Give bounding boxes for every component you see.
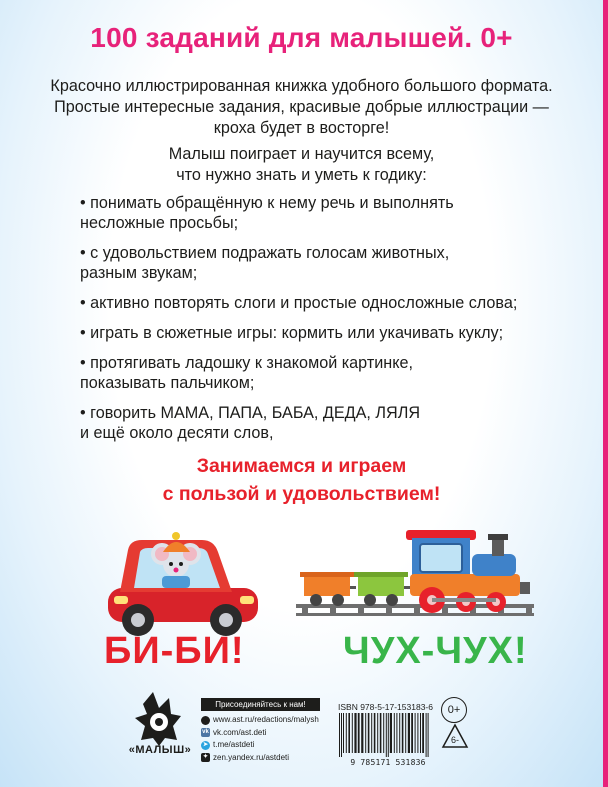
skill-item: • с удовольствием подражать голосам животных, разным звукам; (80, 244, 450, 282)
lead-line: что нужно знать и уметь к годику: (176, 166, 427, 184)
barcode-bar (380, 713, 382, 753)
motto: Занимаемся и играем с пользой и удовольствием! (162, 455, 441, 505)
barcode-bar (390, 713, 392, 753)
barcode-bar (388, 713, 389, 757)
link-zen[interactable]: ✦ zen.yandex.ru/astdeti (202, 752, 290, 762)
barcode-bar (394, 713, 395, 753)
publisher-links (201, 714, 319, 764)
barcode-bar (358, 713, 360, 753)
barcode-bar (374, 713, 376, 753)
age-limit-badge (441, 723, 469, 749)
barcode-bar (422, 713, 424, 753)
barcode-bar (417, 713, 418, 753)
intro-line: Красочно иллюстрированная книжка удобного большого формата. (50, 77, 553, 95)
telegram-icon: ➤ (202, 741, 209, 748)
barcode-bar (402, 713, 404, 753)
zen-icon: ✦ (202, 754, 209, 761)
intro-line: Простые интересные задания, красивые добрые иллюстрации — (54, 98, 549, 116)
barcode-bar (354, 713, 356, 753)
barcode-bar (346, 713, 347, 753)
barcode-bar (405, 713, 406, 753)
barcode-bar (396, 713, 397, 753)
car-sound-label: БИ-БИ! (104, 630, 245, 672)
skill-item: • активно повторять слоги и простые односложные слова; (80, 294, 518, 312)
barcode-bar (368, 713, 370, 753)
barcode-digits: 9 785171 531836 (350, 758, 426, 767)
car-illustration (90, 530, 260, 638)
train-illustration (296, 516, 534, 638)
barcode-bar (411, 713, 413, 753)
train-sound-label: ЧУХ-ЧУХ! (343, 630, 528, 672)
barcode (336, 713, 440, 757)
barcode-bar (365, 713, 366, 753)
barcode-bar (352, 713, 353, 753)
skill-item: • играть в сюжетные игры: кормить или укачивать куклу; (80, 324, 504, 342)
barcode-bar (343, 713, 344, 753)
skill-item: • понимать обращённую к нему речь и выполнять несложные просьбы; (80, 194, 454, 232)
barcode-bar (420, 713, 421, 753)
barcode-bar (377, 713, 378, 753)
book-title: 100 заданий для малышей. 0+ (90, 22, 513, 53)
skill-item: • протягивать ладошку к знакомой картинке, показывать пальчиком; (80, 354, 413, 392)
lead-line: Малыш поиграет и научится всему, (168, 145, 435, 163)
lead-text (20, 144, 583, 186)
vk-icon: vk (202, 729, 209, 736)
barcode-bar (428, 713, 429, 757)
publisher-logo-text: «МАЛЫШ» (128, 744, 192, 756)
intro-line: кроха будет в восторге! (213, 119, 390, 137)
isbn: ISBN 978-5-17-153183-6 (338, 702, 433, 712)
link-website[interactable]: www.ast.ru/redactions/malysh (201, 714, 319, 727)
barcode-bar (361, 713, 363, 753)
barcode-bar (383, 713, 384, 753)
link-telegram[interactable]: ➤ t.me/astdeti (202, 740, 255, 749)
barcode-bar (348, 713, 350, 753)
age-limit-text: 6- (450, 735, 460, 745)
join-us-banner: Присоединяйтесь к нам! (201, 698, 320, 711)
age-rating-badge: 0+ (441, 697, 467, 723)
skill-item: • говорить МАМА, ПАПА, БАБА, ДЕДА, ЛЯЛЯ и ещё около десяти слов, (80, 404, 421, 442)
barcode-bar (415, 713, 416, 753)
barcode-bar (341, 713, 342, 757)
skills-list (80, 193, 540, 453)
barcode-bar (408, 713, 410, 753)
intro-text (20, 76, 583, 139)
barcode-bar (339, 713, 340, 757)
link-vk[interactable]: vk vk.com/ast.deti (202, 727, 267, 737)
barcode-bar (371, 713, 372, 753)
barcode-bar (386, 713, 387, 757)
globe-icon (201, 716, 210, 725)
spine-edge (603, 0, 608, 787)
barcode-bar (399, 713, 400, 753)
barcode-bar (426, 713, 427, 757)
